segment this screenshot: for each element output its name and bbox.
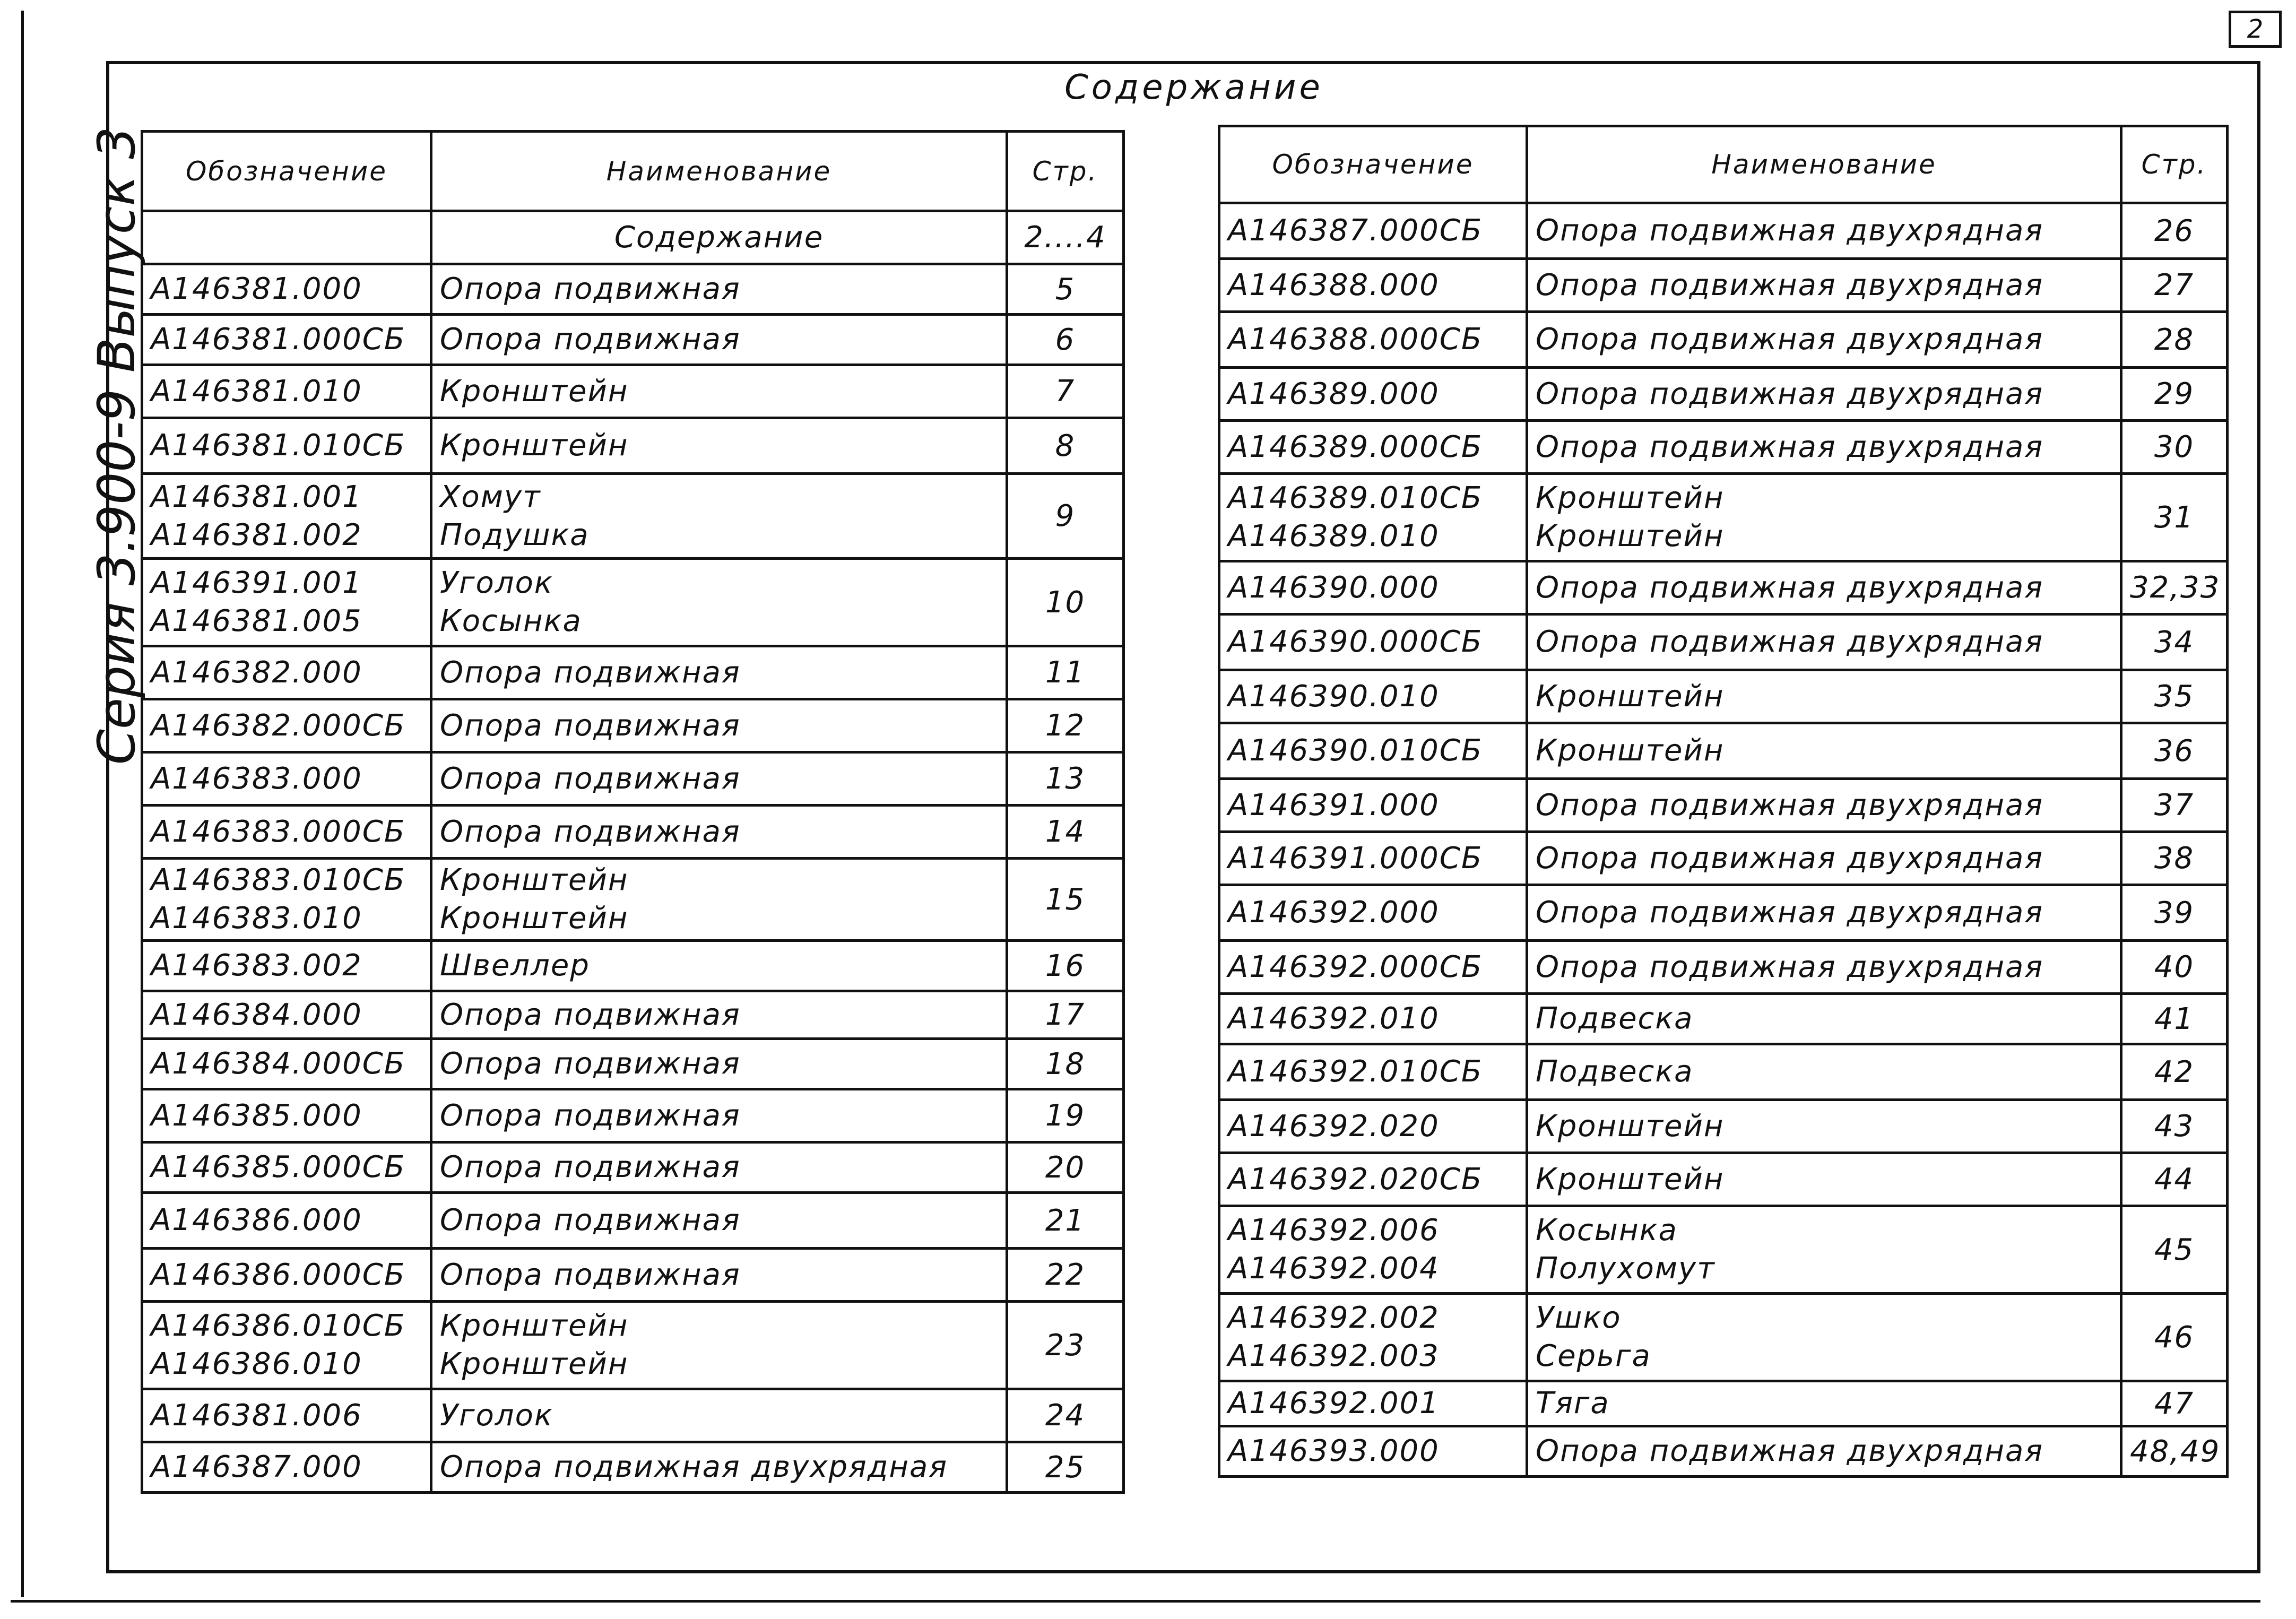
table-row: [1219, 994, 2228, 1044]
item-name: Уголок: [440, 566, 553, 600]
designation-cell: [1219, 941, 1527, 994]
page-number-cell: 11: [1007, 646, 1124, 699]
item-name-cell: [431, 315, 1007, 365]
page-number-cell: 36: [2121, 723, 2228, 779]
item-name-cell: [1527, 561, 2121, 614]
designation-code: А146387.000СБ: [1228, 213, 1483, 248]
designation-code: А146386.010СБ: [151, 1309, 406, 1343]
item-name-cell: [1527, 1100, 2121, 1153]
name-header: Наименование: [431, 132, 1007, 211]
item-name: Опора подвижная двухрядная: [1536, 429, 2044, 464]
designation-code: А146390.000СБ: [1228, 625, 1483, 659]
item-name: Опора подвижная: [440, 761, 741, 796]
designation-code: А146392.003: [1228, 1339, 1440, 1373]
item-name-cell: [431, 264, 1007, 315]
item-name-cell: [1527, 1044, 2121, 1100]
document-title: Содержание: [1064, 68, 1323, 107]
page-number-cell: 5: [1007, 264, 1124, 315]
table-row: [1219, 368, 2228, 421]
designation-cell: [1219, 779, 1527, 832]
table-row: [142, 418, 1124, 474]
table-row: [1219, 474, 2228, 561]
page-number-cell: 43: [2121, 1100, 2228, 1153]
item-name: Опора подвижная: [440, 814, 741, 849]
page-number-cell: 15: [1007, 859, 1124, 941]
table-row: [1219, 779, 2228, 832]
table-row: [142, 1249, 1124, 1302]
table-row: [1219, 561, 2228, 614]
page-number-cell: 48,49: [2121, 1426, 2228, 1477]
series-label: Серия 3.900-9 Выпуск 3: [87, 126, 146, 765]
page-number-cell: 22: [1007, 1249, 1124, 1302]
item-name: Опора подвижная: [440, 1203, 741, 1237]
designation-cell: [142, 699, 431, 752]
item-name-cell: [1527, 474, 2121, 561]
designation-cell: [1219, 723, 1527, 779]
item-name: Опора подвижная: [440, 655, 741, 690]
table-row: [142, 752, 1124, 806]
designation-code: А146392.020СБ: [1228, 1162, 1483, 1197]
designation-code: А146392.004: [1228, 1251, 1440, 1286]
page-number-cell: 40: [2121, 941, 2228, 994]
item-name-cell: [431, 859, 1007, 941]
name-header: Наименование: [1527, 126, 2121, 203]
table-row: [142, 559, 1124, 646]
designation-cell: [142, 859, 431, 941]
designation-code: А146383.002: [151, 948, 362, 983]
designation-cell: [142, 1389, 431, 1442]
designation-code: А146391.000: [1228, 787, 1440, 823]
item-name-cell: [1527, 312, 2121, 368]
page-number-cell: 26: [2121, 203, 2228, 259]
designation-cell: [142, 1302, 431, 1389]
item-name: Кронштейн: [1536, 1109, 1725, 1144]
table-row: [142, 1142, 1124, 1193]
page-number: 2: [2229, 11, 2282, 48]
item-name: Тяга: [1536, 1386, 1610, 1421]
item-name: Серьга: [1536, 1339, 1651, 1373]
table-row: [1219, 1044, 2228, 1100]
page-number-cell: 32,33: [2121, 561, 2228, 614]
table-row: [1219, 1153, 2228, 1206]
item-name: Опора подвижная двухрядная: [1536, 895, 2044, 930]
table-row: [1219, 1100, 2228, 1153]
designation-cell: [1219, 474, 1527, 561]
designation-cell: [1219, 421, 1527, 474]
designation-cell: [1219, 994, 1527, 1044]
item-name-cell: [431, 1142, 1007, 1193]
designation-code: А146382.000: [151, 655, 362, 690]
page-number-cell: 41: [2121, 994, 2228, 1044]
designation-code: А146386.000: [151, 1203, 362, 1237]
designation-cell: [1219, 1426, 1527, 1477]
designation-cell: [142, 1039, 431, 1089]
table-header-row: [142, 132, 1124, 211]
item-name: Кронштейн: [440, 374, 629, 409]
page-number-cell: 28: [2121, 312, 2228, 368]
designation-cell: [1219, 312, 1527, 368]
item-name: Кронштейн: [440, 428, 629, 463]
designation-cell: [1219, 1294, 1527, 1381]
item-name-cell: [1527, 941, 2121, 994]
item-name: Уголок: [440, 1398, 553, 1433]
item-name-cell: [431, 991, 1007, 1039]
page-header: Стр.: [1007, 132, 1124, 211]
designation-code: А146385.000: [151, 1098, 362, 1133]
item-name-cell: [1527, 779, 2121, 832]
designation-code: А146392.000СБ: [1228, 949, 1483, 984]
item-name-cell: [431, 1249, 1007, 1302]
page-number-cell: 27: [2121, 259, 2228, 312]
page-number-cell: 14: [1007, 806, 1124, 859]
item-name-cell: [431, 1193, 1007, 1249]
item-name-cell: [431, 1089, 1007, 1142]
page-number-cell: 9: [1007, 474, 1124, 559]
page-header: Стр.: [2121, 126, 2228, 203]
item-name: Опора подвижная двухрядная: [1536, 841, 2044, 876]
item-name-cell: [431, 699, 1007, 752]
table-row: [142, 474, 1124, 559]
table-row: [142, 699, 1124, 752]
item-name: Косынка: [1536, 1213, 1678, 1248]
designation-cell: [142, 211, 431, 264]
item-name-cell: [431, 1442, 1007, 1493]
designation-code: А146392.001: [1228, 1386, 1440, 1421]
designation-code: А146383.000СБ: [151, 814, 406, 849]
designation-cell: [142, 1249, 431, 1302]
designation-code: А146390.010: [1228, 679, 1440, 714]
item-name-cell: [1527, 670, 2121, 723]
designation-code: А146391.001: [151, 566, 362, 600]
table-row: [142, 1089, 1124, 1142]
item-name-cell: [1527, 723, 2121, 779]
item-name-cell: [431, 806, 1007, 859]
page-number-cell: 6: [1007, 315, 1124, 365]
item-name: Опора подвижная двухрядная: [1536, 949, 2044, 984]
table-row: [142, 1193, 1124, 1249]
item-name: Ушко: [1536, 1301, 1622, 1335]
item-name: Подвеска: [1536, 1001, 1694, 1036]
page-number-cell: 18: [1007, 1039, 1124, 1089]
item-name: Опора подвижная двухрядная: [1536, 1434, 2044, 1468]
designation-cell: [142, 1142, 431, 1193]
item-name: Подвеска: [1536, 1054, 1694, 1089]
item-name: Опора подвижная двухрядная: [1536, 376, 2044, 411]
table-row: [142, 1389, 1124, 1442]
designation-cell: [142, 1089, 431, 1142]
designation-cell: [142, 806, 431, 859]
designation-cell: [142, 418, 431, 474]
page-number-cell: 35: [2121, 670, 2228, 723]
designation-code: А146388.000: [1228, 267, 1440, 302]
table-row: [1219, 670, 2228, 723]
item-name: Опора подвижная двухрядная: [1536, 625, 2044, 659]
item-name-cell: [431, 418, 1007, 474]
designation-cell: [1219, 670, 1527, 723]
designation-cell: [1219, 614, 1527, 670]
designation-code: А146386.000СБ: [151, 1257, 406, 1292]
page-number-cell: 42: [2121, 1044, 2228, 1100]
item-name: Опора подвижная двухрядная: [1536, 570, 2044, 605]
designation-cell: [1219, 368, 1527, 421]
designation-header: Обозначение: [1219, 126, 1527, 203]
page-number-cell: 2....4: [1007, 211, 1124, 264]
designation-code: А146392.002: [1228, 1301, 1440, 1335]
page-number-cell: 19: [1007, 1089, 1124, 1142]
item-name: Опора подвижная: [440, 322, 741, 357]
item-name: Опора подвижная: [440, 708, 741, 743]
designation-code: А146392.010: [1228, 1001, 1440, 1036]
table-row: [142, 365, 1124, 418]
item-name: Кронштейн: [440, 1347, 629, 1381]
item-name: Подушка: [440, 517, 590, 552]
page-number-cell: 12: [1007, 699, 1124, 752]
outer-border-bottom: [11, 1600, 2260, 1603]
designation-cell: [142, 1193, 431, 1249]
item-name: Кронштейн: [1536, 1162, 1725, 1197]
table-row: [142, 806, 1124, 859]
item-name: Кронштейн: [440, 901, 629, 936]
table-row: [1219, 832, 2228, 885]
page-number-cell: 39: [2121, 885, 2228, 941]
designation-code: А146390.000: [1228, 570, 1440, 605]
designation-code: А146392.006: [1228, 1213, 1440, 1248]
designation-cell: [142, 559, 431, 646]
designation-cell: [142, 991, 431, 1039]
designation-cell: [1219, 832, 1527, 885]
item-name-cell: [1527, 368, 2121, 421]
designation-code: А146389.010: [1228, 519, 1440, 553]
designation-code: А146383.000: [151, 761, 362, 796]
table-row: [142, 1442, 1124, 1493]
designation-cell: [1219, 1044, 1527, 1100]
table-row: [1219, 1426, 2228, 1477]
item-name-cell: [1527, 1153, 2121, 1206]
item-name-cell: [431, 941, 1007, 991]
contents-rows-right: [1219, 203, 2228, 1477]
item-name-cell: [431, 559, 1007, 646]
item-name-cell: [1527, 203, 2121, 259]
designation-code: А146381.000СБ: [151, 322, 406, 357]
page-number-cell: 13: [1007, 752, 1124, 806]
item-name-cell: [431, 1039, 1007, 1089]
outer-border-left: [21, 11, 24, 1597]
page-number-cell: 30: [2121, 421, 2228, 474]
item-name: Кронштейн: [1536, 733, 1725, 768]
page-number-cell: 16: [1007, 941, 1124, 991]
designation-code: А146383.010СБ: [151, 863, 406, 897]
designation-code: А146381.010: [151, 374, 362, 409]
designation-code: А146389.000: [1228, 376, 1440, 411]
item-name-cell: [1527, 421, 2121, 474]
contents-table-right: [1218, 125, 2229, 1478]
page-number-cell: 20: [1007, 1142, 1124, 1193]
item-name: Опора подвижная: [440, 1098, 741, 1133]
item-name-cell: [1527, 1206, 2121, 1294]
designation-code: А146390.010СБ: [1228, 733, 1483, 768]
designation-code: А146393.000: [1228, 1434, 1440, 1468]
table-row: [1219, 885, 2228, 941]
designation-code: А146381.010СБ: [151, 428, 406, 463]
table-row: [1219, 1381, 2228, 1426]
designation-code: А146391.000СБ: [1228, 841, 1483, 876]
designation-code: А146381.001: [151, 479, 362, 514]
designation-code: А146389.010СБ: [1228, 481, 1483, 515]
table-row: [1219, 723, 2228, 779]
table-row: [142, 991, 1124, 1039]
item-name-cell: [431, 1389, 1007, 1442]
page-number-cell: 29: [2121, 368, 2228, 421]
designation-code: А146384.000СБ: [151, 1046, 406, 1081]
table-row: [142, 211, 1124, 264]
item-name: Опора подвижная: [440, 997, 741, 1032]
designation-cell: [1219, 1100, 1527, 1153]
page-number-cell: 47: [2121, 1381, 2228, 1426]
item-name-cell: [1527, 1294, 2121, 1381]
item-name-cell: [431, 646, 1007, 699]
item-name-cell: [1527, 832, 2121, 885]
designation-code: А146392.020: [1228, 1109, 1440, 1144]
item-name: Опора подвижная двухрядная: [440, 1450, 948, 1484]
item-name-cell: [1527, 994, 2121, 1044]
table-row: [1219, 259, 2228, 312]
designation-cell: [142, 646, 431, 699]
item-name-cell: [431, 365, 1007, 418]
item-name-cell: [1527, 614, 2121, 670]
item-name-cell: [431, 474, 1007, 559]
page-number-cell: 34: [2121, 614, 2228, 670]
table-row: [142, 646, 1124, 699]
item-name: Содержание: [614, 220, 824, 255]
designation-cell: [142, 315, 431, 365]
table-row: [1219, 421, 2228, 474]
designation-code: А146388.000СБ: [1228, 322, 1483, 357]
table-row: [142, 1039, 1124, 1089]
table-row: [1219, 312, 2228, 368]
item-name: Кронштейн: [1536, 679, 1725, 714]
designation-cell: [142, 752, 431, 806]
page-number-cell: 38: [2121, 832, 2228, 885]
item-name-cell: [1527, 1381, 2121, 1426]
designation-cell: [1219, 1381, 1527, 1426]
designation-code: А146392.000: [1228, 895, 1440, 930]
page-number-cell: 7: [1007, 365, 1124, 418]
item-name: Хомут: [440, 479, 541, 514]
item-name-cell: [1527, 1426, 2121, 1477]
table-row: [142, 264, 1124, 315]
table-row: [142, 941, 1124, 991]
designation-cell: [1219, 1206, 1527, 1294]
page-number-cell: 10: [1007, 559, 1124, 646]
page-number-cell: 45: [2121, 1206, 2228, 1294]
item-name: Косынка: [440, 604, 582, 638]
table-row: [1219, 1206, 2228, 1294]
page-number-cell: 21: [1007, 1193, 1124, 1249]
designation-code: А146383.010: [151, 901, 362, 936]
item-name: Опора подвижная: [440, 1150, 741, 1184]
page-number-cell: 44: [2121, 1153, 2228, 1206]
designation-cell: [1219, 1153, 1527, 1206]
table-header-row: [1219, 126, 2228, 203]
designation-code: А146381.000: [151, 272, 362, 306]
designation-code: А146382.000СБ: [151, 708, 406, 743]
designation-code: А146386.010: [151, 1347, 362, 1381]
designation-cell: [142, 365, 431, 418]
item-name: Швеллер: [440, 948, 590, 983]
designation-code: А146381.002: [151, 517, 362, 552]
page-number-cell: 24: [1007, 1389, 1124, 1442]
designation-cell: [1219, 203, 1527, 259]
designation-code: А146385.000СБ: [151, 1150, 406, 1184]
designation-code: А146389.000СБ: [1228, 429, 1483, 464]
item-name: Опора подвижная двухрядная: [1536, 267, 2044, 302]
page-number-cell: 17: [1007, 991, 1124, 1039]
page-number-cell: 23: [1007, 1302, 1124, 1389]
item-name: Опора подвижная: [440, 272, 741, 306]
table-row: [142, 1302, 1124, 1389]
designation-cell: [142, 264, 431, 315]
item-name-cell: [431, 1302, 1007, 1389]
designation-cell: [142, 1442, 431, 1493]
item-name: Опора подвижная: [440, 1257, 741, 1292]
item-name: Кронштейн: [1536, 481, 1725, 515]
page-number-cell: 31: [2121, 474, 2228, 561]
designation-cell: [1219, 885, 1527, 941]
designation-code: А146381.005: [151, 604, 362, 638]
table-row: [1219, 614, 2228, 670]
item-name-cell: [431, 211, 1007, 264]
item-name: Опора подвижная двухрядная: [1536, 322, 2044, 357]
designation-cell: [1219, 561, 1527, 614]
designation-cell: [1219, 259, 1527, 312]
designation-cell: [142, 941, 431, 991]
table-row: [1219, 941, 2228, 994]
item-name-cell: [1527, 885, 2121, 941]
table-row: [142, 315, 1124, 365]
item-name: Опора подвижная двухрядная: [1536, 787, 2044, 823]
page-number-cell: 46: [2121, 1294, 2228, 1381]
designation-cell: [142, 474, 431, 559]
contents-rows-left: [142, 211, 1124, 1493]
designation-code: А146387.000: [151, 1450, 362, 1484]
designation-code: А146384.000: [151, 997, 362, 1032]
contents-table-left: [141, 130, 1125, 1494]
item-name: Кронштейн: [1536, 519, 1725, 553]
table-row: [1219, 203, 2228, 259]
item-name: Опора подвижная: [440, 1046, 741, 1081]
table-row: [1219, 1294, 2228, 1381]
designation-code: А146381.006: [151, 1398, 362, 1433]
page-number-cell: 25: [1007, 1442, 1124, 1493]
item-name-cell: [1527, 259, 2121, 312]
item-name: Полухомут: [1536, 1251, 1715, 1286]
page-number-cell: 37: [2121, 779, 2228, 832]
designation-header: Обозначение: [142, 132, 431, 211]
item-name: Опора подвижная двухрядная: [1536, 213, 2044, 248]
page-number-cell: 8: [1007, 418, 1124, 474]
table-row: [142, 859, 1124, 941]
item-name: Кронштейн: [440, 1309, 629, 1343]
item-name: Кронштейн: [440, 863, 629, 897]
item-name-cell: [431, 752, 1007, 806]
designation-code: А146392.010СБ: [1228, 1054, 1483, 1089]
